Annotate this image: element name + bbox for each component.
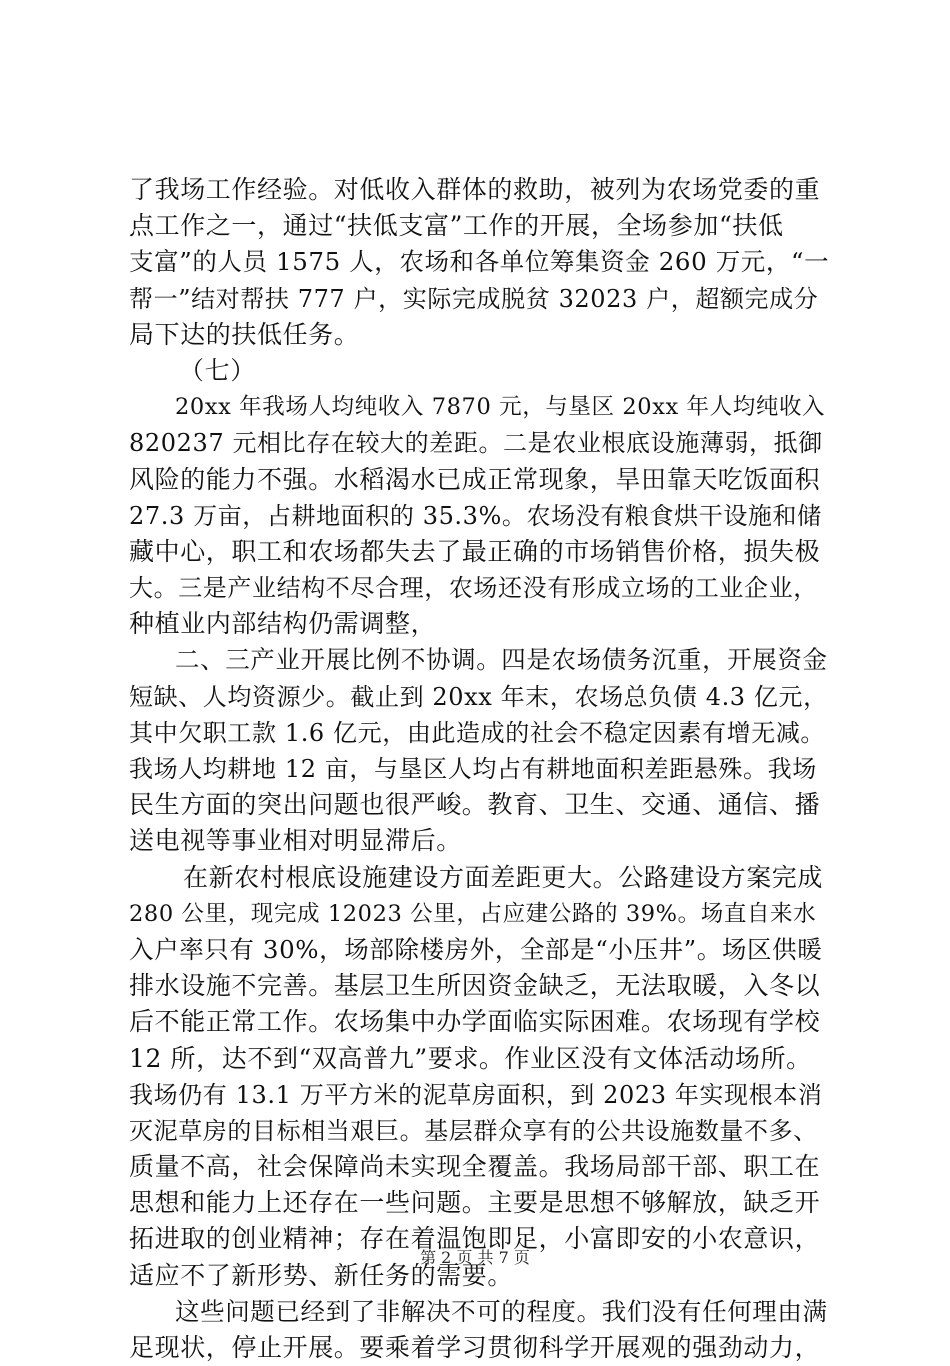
text-line: 入户率只有 30%，场部除楼房外，全部是“小压井”。场区供暖 bbox=[129, 934, 823, 964]
text-line: 280 公里，现完成 12023 公里，占应建公路的 39%。场直自来水 bbox=[129, 900, 817, 927]
text-line: 点工作之一，通过“扶低支富”工作的开展，全场参加“扶低 bbox=[129, 211, 784, 241]
page-footer: 第 2 页 共 7 页 bbox=[420, 1248, 530, 1267]
text-line: 后不能正常工作。农场集中办学面临实际困难。农场现有学校 bbox=[129, 1007, 821, 1037]
text-line: 藏中心，职工和农场都失去了最正确的市场销售价格，损失极 bbox=[129, 536, 821, 566]
text-line: 民生方面的突出问题也很严峻。教育、卫生、交通、通信、播 bbox=[129, 790, 821, 820]
text-line: 27.3 万亩，占耕地面积的 35.3%。农场没有粮食烘干设施和储 bbox=[129, 501, 822, 530]
section-heading: （七） bbox=[179, 355, 256, 385]
text-line: 风险的能力不强。水稻渴水已成正常现象，旱田靠天吃饭面积 bbox=[129, 464, 821, 494]
text-line: 拓进取的创业精神；存在着温饱即足，小富即安的小农意识， bbox=[129, 1224, 821, 1254]
text-line: 短缺、人均资源少。截止到 20xx 年末，农场总负债 4.3 亿元， bbox=[129, 682, 828, 711]
text-line: 灭泥草房的目标相当艰巨。基层群众享有的公共设施数量不多、 bbox=[129, 1116, 818, 1145]
text-line: 局下达的扶低任务。 bbox=[129, 319, 360, 349]
text-line: 质量不高，社会保障尚未实现全覆盖。我场局部干部、职工在 bbox=[129, 1152, 821, 1182]
text-line: 12 所，达不到“双高普九”要求。作业区没有文体活动场所。 bbox=[129, 1043, 812, 1073]
text-line: 在新农村根底设施建设方面差距更大。公路建设方案完成 bbox=[183, 862, 824, 892]
document-body bbox=[129, 172, 829, 1366]
text-line: 帮一”结对帮扶 777 户，实际完成脱贫 32023 户，超额完成分 bbox=[129, 284, 819, 313]
text-line: 了我场工作经验。对低收入群体的救助，被列为农场党委的重 bbox=[129, 175, 821, 204]
text-line: 其中欠职工款 1.6 亿元，由此造成的社会不稳定因素有增无减。 bbox=[129, 718, 826, 747]
text-line: 大。三是产业结构不尽合理，农场还没有形成立场的工业企业， bbox=[129, 574, 818, 603]
text-line: 足现状，停止开展。要乘着学习贯彻科学开展观的强劲动力， bbox=[129, 1333, 821, 1362]
text-line: 排水设施不完善。基层卫生所因资金缺乏，无法取暖，入冬以 bbox=[129, 971, 821, 1001]
text-line: 适应不了新形势、新任务的需要。 bbox=[129, 1260, 514, 1290]
text-line: 支富”的人员 1575 人，农场和各单位筹集资金 260 万元，“一 bbox=[129, 247, 830, 277]
text-line: 二、三产业开展比例不协调。四是农场债务沉重，开展资金 bbox=[175, 645, 828, 675]
text-line: 这些问题已经到了非解决不可的程度。我们没有任何理由满 bbox=[175, 1296, 828, 1326]
text-line: 送电视等事业相对明显滞后。 bbox=[129, 826, 462, 856]
text-line: 思想和能力上还存在一些问题。主要是思想不够解放，缺乏开 bbox=[129, 1188, 821, 1218]
text-line: 我场人均耕地 12 亩，与垦区人均占有耕地面积差距悬殊。我场 bbox=[129, 755, 817, 783]
text-line: 20xx 年我场人均纯收入 7870 元，与垦区 20xx 年人均纯收入 bbox=[175, 394, 826, 421]
text-line: 820237 元相比存在较大的差距。二是农业根底设施薄弱，抵御 bbox=[129, 429, 823, 458]
text-line: 我场仍有 13.1 万平方米的泥草房面积，到 2023 年实现根本消 bbox=[129, 1080, 823, 1109]
text-line: 种植业内部结构仍需调整， bbox=[129, 609, 437, 639]
